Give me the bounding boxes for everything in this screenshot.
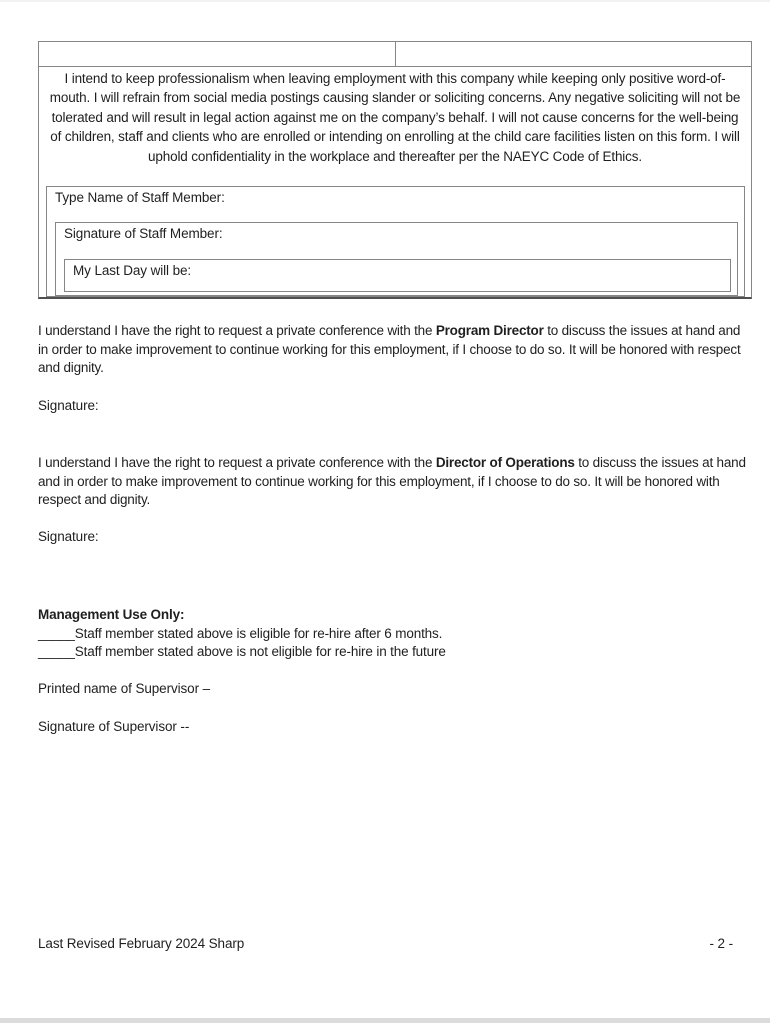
- management-use-title: Management Use Only:: [38, 607, 185, 622]
- program-director-title: Program Director: [435, 323, 544, 338]
- type-name-field-box[interactable]: [46, 186, 745, 297]
- operations-director-text-before: I understand I have the right to request a private conference with the: [38, 455, 436, 470]
- professionalism-statement: I intend to keep professionalism when leaving employment with this company while keeping only positive word-of-mouth. I will refrain from social media postings causing slander or soliciting concerns. Any negative soliciting will not be tolerated and will result in legal action against me on the company’s behalf. I will not cause concerns for the well-being of children, staff and clients who are enrolled or intending on enrolling at the child care facilities listen on this form. I will uphold confidentiality in the workplace and thereafter per the NAEYC Code of Ethics.: [49, 71, 741, 164]
- rehire-eligible-option: _____Staff member stated above is eligible for re-hire after 6 months.: [38, 625, 443, 641]
- top-edge-line: [0, 0, 770, 2]
- rehire-not-eligible-option: _____Staff member stated above is not eligible for re-hire in the future: [38, 644, 446, 660]
- bottom-edge-strip: [0, 1018, 770, 1023]
- program-director-signature-line: Signature:: [38, 398, 99, 413]
- header-cell-right[interactable]: [396, 42, 751, 66]
- page-footer: [38, 936, 733, 951]
- page-number: - 2 -: [709, 936, 733, 951]
- management-use-section: [38, 606, 752, 662]
- staff-signature-field-box[interactable]: [55, 222, 738, 296]
- operations-director-text-after: to discuss the issues at hand and in order to make improvement to continue working for this employment, if I choose to do so. It will be honored with respect and dignity.: [38, 455, 746, 508]
- supervisor-signature-line: Signature of Supervisor --: [38, 719, 190, 734]
- program-director-text-after: to discuss the issues at hand and in order to make improvement to continue working for this employment, if I choose to do so. It will be honored with respect and dignity.: [38, 323, 741, 376]
- operations-director-signature-line: Signature:: [38, 529, 99, 544]
- type-name-label: Type Name of Staff Member:: [55, 190, 225, 205]
- supervisor-printed-name-line: Printed name of Supervisor –: [38, 681, 211, 696]
- staff-agreement-table: [38, 41, 752, 299]
- last-day-label: My Last Day will be:: [73, 263, 192, 278]
- staff-signature-label: Signature of Staff Member:: [64, 226, 223, 241]
- header-cell-left[interactable]: [39, 42, 396, 66]
- table-header-row: [39, 42, 751, 67]
- footer-revision-text: Last Revised February 2024 Sharp: [38, 936, 245, 951]
- operations-director-title: Director of Operations: [435, 455, 575, 470]
- operations-director-paragraph: [38, 454, 752, 510]
- program-director-text-before: I understand I have the right to request a private conference with the: [38, 323, 436, 338]
- last-day-field-box[interactable]: [64, 259, 731, 292]
- program-director-paragraph: [38, 322, 752, 378]
